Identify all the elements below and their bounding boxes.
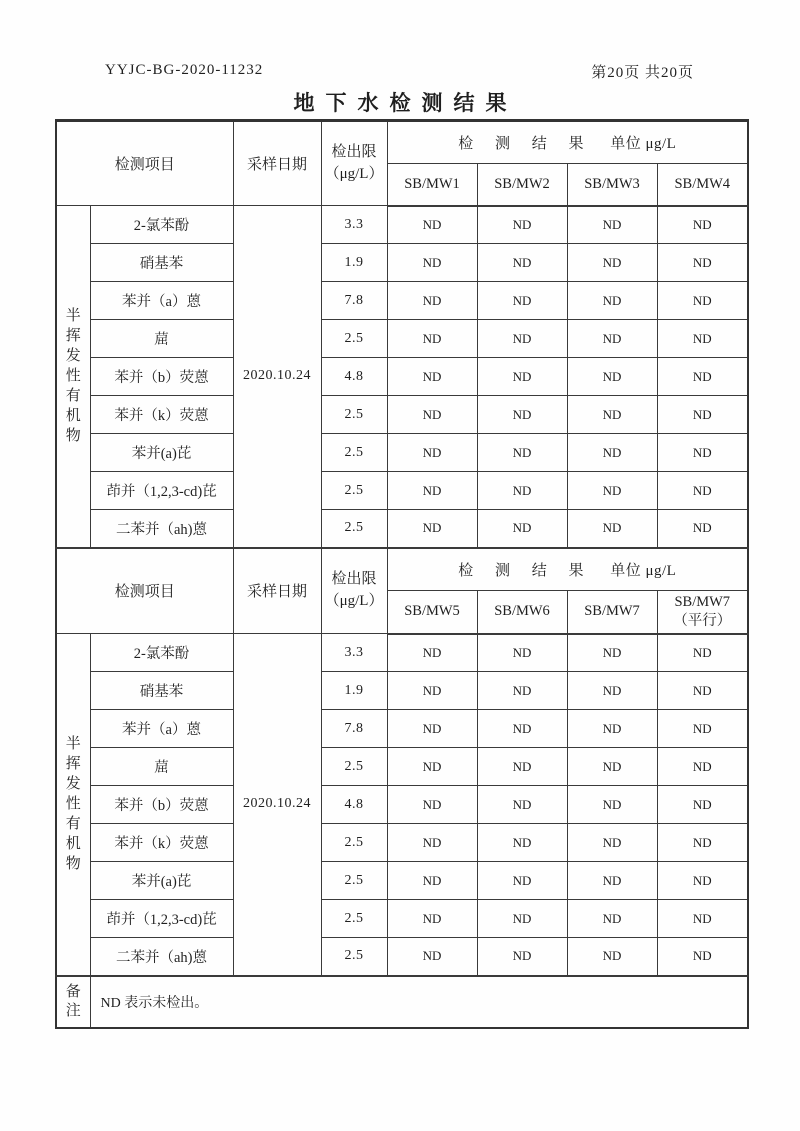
col-header-limit	[321, 121, 387, 206]
table-row	[56, 282, 748, 320]
analyte-name: 二苯并（ah)蒽	[90, 938, 233, 976]
result-value: ND	[477, 786, 567, 824]
detection-limit: 2.5	[321, 862, 387, 900]
result-value: ND	[477, 510, 567, 548]
result-value: ND	[477, 320, 567, 358]
result-value: ND	[477, 710, 567, 748]
page-number: 第20页 共20页	[591, 65, 694, 81]
result-value: ND	[567, 786, 657, 824]
result-value: ND	[477, 434, 567, 472]
sample-col-header: SB/MW4	[657, 164, 748, 206]
analyte-name: 茚并（1,2,3-cd)芘	[90, 472, 233, 510]
col-header-results	[387, 548, 748, 591]
table-row	[56, 434, 748, 472]
sample-col-header: SB/MW6	[477, 591, 567, 634]
detection-limit: 2.5	[321, 824, 387, 862]
result-value: ND	[477, 634, 567, 672]
detection-limit: 2.5	[321, 472, 387, 510]
table-row	[56, 786, 748, 824]
analyte-name: 苯并（b）荧蒽	[90, 786, 233, 824]
col-header-date: 采样日期	[233, 548, 321, 634]
detection-limit: 2.5	[321, 510, 387, 548]
result-value: ND	[477, 824, 567, 862]
result-value: ND	[657, 396, 748, 434]
detection-limit: 1.9	[321, 244, 387, 282]
result-value: ND	[657, 938, 748, 976]
note-label: 备注	[65, 983, 81, 1019]
table-row	[56, 206, 748, 244]
result-value: ND	[387, 472, 477, 510]
table-row	[56, 862, 748, 900]
sample-col-header: SB/MW1	[387, 164, 477, 206]
analyte-name: 苯并（b）荧蒽	[90, 358, 233, 396]
result-value: ND	[567, 282, 657, 320]
result-value: ND	[567, 824, 657, 862]
result-value: ND	[657, 282, 748, 320]
table-row	[56, 710, 748, 748]
analyte-name: 苯并(a)芘	[90, 862, 233, 900]
col-header-limit	[321, 548, 387, 634]
result-value: ND	[657, 786, 748, 824]
result-value: ND	[657, 862, 748, 900]
results-table	[55, 119, 749, 1029]
result-value: ND	[657, 510, 748, 548]
result-value: ND	[567, 510, 657, 548]
result-value: ND	[387, 282, 477, 320]
table-row	[56, 396, 748, 434]
result-value: ND	[657, 672, 748, 710]
result-value: ND	[657, 472, 748, 510]
col-header-results	[387, 121, 748, 164]
result-value: ND	[387, 434, 477, 472]
table-row	[56, 634, 748, 672]
limit-label: 检出限	[331, 571, 377, 588]
table-row	[56, 244, 748, 282]
limit-label: 检出限	[331, 143, 377, 160]
result-value: ND	[567, 396, 657, 434]
result-value: ND	[387, 748, 477, 786]
result-value: ND	[387, 672, 477, 710]
result-value: ND	[657, 748, 748, 786]
col-header-item: 检测项目	[56, 121, 233, 206]
table-row	[56, 320, 748, 358]
result-value: ND	[567, 900, 657, 938]
sample-col-header: SB/MW7（平行）	[657, 591, 748, 634]
analyte-name: 硝基苯	[90, 244, 233, 282]
results-unit: 单位 μg/L	[610, 136, 677, 152]
group-label: 半挥发性有机物	[65, 736, 81, 873]
note-row	[56, 976, 748, 1028]
result-value: ND	[567, 244, 657, 282]
result-value: ND	[657, 634, 748, 672]
col-header-date: 采样日期	[233, 121, 321, 206]
detection-limit: 2.5	[321, 320, 387, 358]
result-value: ND	[477, 672, 567, 710]
detection-limit: 2.5	[321, 748, 387, 786]
result-value: ND	[567, 472, 657, 510]
result-value: ND	[657, 900, 748, 938]
result-value: ND	[387, 938, 477, 976]
table-row	[56, 900, 748, 938]
analyte-name: 2-氯苯酚	[90, 206, 233, 244]
result-value: ND	[567, 358, 657, 396]
result-value: ND	[567, 710, 657, 748]
result-value: ND	[477, 206, 567, 244]
group-cell	[56, 634, 90, 976]
result-value: ND	[387, 358, 477, 396]
result-value: ND	[477, 938, 567, 976]
result-value: ND	[567, 320, 657, 358]
analyte-name: 硝基苯	[90, 672, 233, 710]
detection-limit: 4.8	[321, 786, 387, 824]
result-value: ND	[387, 320, 477, 358]
detection-limit: 3.3	[321, 206, 387, 244]
table-row	[56, 672, 748, 710]
result-value: ND	[657, 206, 748, 244]
result-value: ND	[477, 748, 567, 786]
result-value: ND	[567, 938, 657, 976]
result-value: ND	[387, 206, 477, 244]
result-value: ND	[477, 358, 567, 396]
result-value: ND	[477, 244, 567, 282]
result-value: ND	[567, 434, 657, 472]
sample-col-header: SB/MW3	[567, 164, 657, 206]
sampling-date: 2020.10.24	[233, 634, 321, 976]
doc-number: YYJC-BG-2020-11232	[105, 62, 264, 78]
detection-limit: 2.5	[321, 900, 387, 938]
page-title: 地下水检测结果	[293, 91, 518, 115]
result-value: ND	[477, 472, 567, 510]
col-header-item: 检测项目	[56, 548, 233, 634]
result-value: ND	[387, 824, 477, 862]
detection-limit: 7.8	[321, 282, 387, 320]
table-row	[56, 510, 748, 548]
detection-limit: 2.5	[321, 938, 387, 976]
analyte-name: 苯并（a）蒽	[90, 282, 233, 320]
result-value: ND	[387, 510, 477, 548]
analyte-name: 䓛	[90, 748, 233, 786]
result-value: ND	[657, 824, 748, 862]
result-value: ND	[657, 244, 748, 282]
analyte-name: 䓛	[90, 320, 233, 358]
analyte-name: 苯并（a）蒽	[90, 710, 233, 748]
result-value: ND	[477, 862, 567, 900]
results-title: 检 测 结 果	[458, 562, 593, 579]
result-value: ND	[567, 862, 657, 900]
result-value: ND	[387, 396, 477, 434]
result-value: ND	[657, 434, 748, 472]
results-title: 检 测 结 果	[458, 136, 593, 152]
group-cell	[56, 206, 90, 548]
analyte-name: 2-氯苯酚	[90, 634, 233, 672]
section2-header-row	[56, 548, 748, 591]
note-label-cell	[56, 976, 90, 1028]
result-value: ND	[657, 320, 748, 358]
table-row	[56, 748, 748, 786]
analyte-name: 二苯并（ah)蒽	[90, 510, 233, 548]
result-value: ND	[477, 282, 567, 320]
table-row	[56, 824, 748, 862]
sample-col-header: SB/MW7	[567, 591, 657, 634]
limit-unit: （μg/L）	[324, 165, 384, 182]
result-value: ND	[387, 786, 477, 824]
limit-unit: （μg/L）	[324, 592, 384, 609]
sample-col-header: SB/MW2	[477, 164, 567, 206]
result-value: ND	[567, 672, 657, 710]
result-value: ND	[567, 206, 657, 244]
sampling-date: 2020.10.24	[233, 206, 321, 548]
sample-col-header: SB/MW5	[387, 591, 477, 634]
detection-limit: 3.3	[321, 634, 387, 672]
group-label: 半挥发性有机物	[65, 308, 81, 445]
result-value: ND	[387, 244, 477, 282]
results-unit: 单位 μg/L	[610, 562, 677, 579]
analyte-name: 苯并(a)芘	[90, 434, 233, 472]
result-value: ND	[477, 900, 567, 938]
analyte-name: 茚并（1,2,3-cd)芘	[90, 900, 233, 938]
result-value: ND	[387, 634, 477, 672]
detection-limit: 1.9	[321, 672, 387, 710]
result-value: ND	[387, 900, 477, 938]
detection-limit: 2.5	[321, 434, 387, 472]
table-row	[56, 472, 748, 510]
analyte-name: 苯并（k）荧蒽	[90, 396, 233, 434]
analyte-name: 苯并（k）荧蒽	[90, 824, 233, 862]
detection-limit: 2.5	[321, 396, 387, 434]
result-value: ND	[387, 862, 477, 900]
note-text: ND 表示未检出。	[90, 976, 748, 1028]
result-value: ND	[477, 396, 567, 434]
result-value: ND	[567, 634, 657, 672]
table-row	[56, 938, 748, 976]
result-value: ND	[657, 710, 748, 748]
result-value: ND	[657, 358, 748, 396]
detection-limit: 4.8	[321, 358, 387, 396]
detection-limit: 7.8	[321, 710, 387, 748]
section1-header-row	[56, 121, 748, 164]
result-value: ND	[387, 710, 477, 748]
result-value: ND	[567, 748, 657, 786]
table-row	[56, 358, 748, 396]
